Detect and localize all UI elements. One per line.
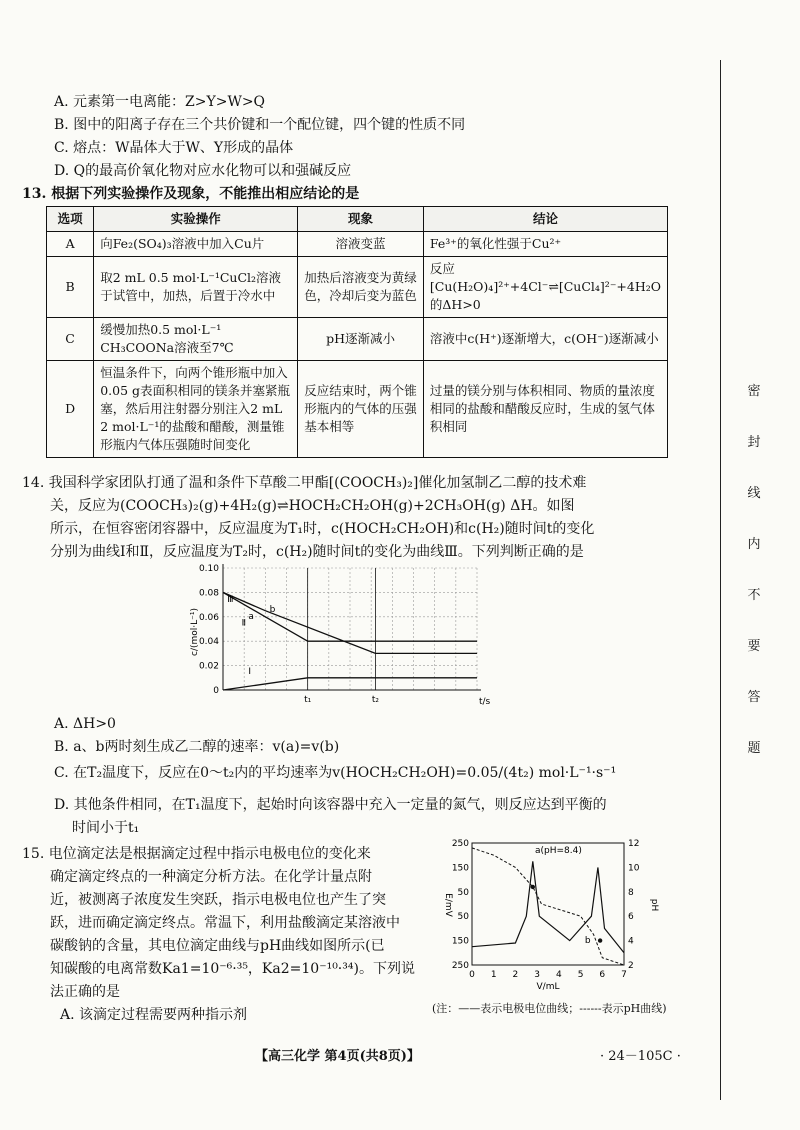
point-a-label: a bbox=[248, 612, 254, 623]
q15-stem-line3: 近，被测离子浓度发生突跃，指示电极电位也产生了突 bbox=[50, 892, 386, 908]
table-row bbox=[47, 318, 668, 361]
y-axis-label: c/(mol·L⁻¹) bbox=[190, 607, 200, 657]
y-right-tick-label: 10 bbox=[628, 863, 640, 874]
header-conclusion: 结论 bbox=[423, 207, 667, 232]
binding-line bbox=[720, 60, 721, 1100]
point-a-marker bbox=[531, 885, 535, 889]
row-conclusion: 溶液中c(H⁺)逐渐增大，c(OH⁻)逐渐减小 bbox=[423, 318, 667, 361]
ph-curve bbox=[472, 845, 624, 965]
y-left-tick-label: 50 bbox=[457, 887, 469, 898]
row-option: D bbox=[47, 361, 94, 458]
q14-stem-line3: 所示，在恒容密闭容器中，反应温度为T₁时，c(HOCH₂CH₂OH)和c(H₂)随时间t的变化 bbox=[50, 521, 595, 537]
x-tick-label: 2 bbox=[512, 970, 519, 980]
point-b-label: b bbox=[269, 604, 276, 615]
q14-chart bbox=[185, 562, 515, 712]
y-tick-label: 0.06 bbox=[198, 612, 219, 623]
row-operation: 恒温条件下，向两个锥形瓶中加入0.05 g表面积相同的镁条并塞紧瓶塞，然后用注射器分别注入2 mL 2 mol·L⁻¹的盐酸和醋酸，测量锥形瓶内气体压强随时间变化 bbox=[94, 361, 298, 458]
q15-stem-line5: 碳酸钠的含量，其电位滴定曲线与pH曲线如图所示(已 bbox=[50, 938, 385, 954]
x-tick-label: 0 bbox=[469, 970, 475, 980]
y-tick-label: 0.08 bbox=[198, 588, 219, 599]
y-left-tick-label: 150 bbox=[451, 863, 469, 874]
series-label-I: Ⅰ bbox=[248, 667, 252, 678]
row-operation: 缓慢加热0.5 mol·L⁻¹ CH₃COONa溶液至7℃ bbox=[94, 318, 298, 361]
row-option: A bbox=[47, 232, 94, 257]
y-tick-label: 0.04 bbox=[198, 637, 219, 648]
sidebar-char: 题 bbox=[747, 741, 761, 756]
q15-stem-line2: 确定滴定终点的一种滴定分析方法。在化学计量点附 bbox=[50, 869, 372, 885]
table-row bbox=[47, 232, 668, 257]
x-tick-label: t₁ bbox=[304, 695, 312, 705]
x-tick-label: 7 bbox=[621, 970, 627, 980]
q12-option-a: A. 元素第一电离能：Z>Y>W>Q bbox=[54, 94, 266, 110]
experiment-table bbox=[46, 206, 668, 458]
y-tick-label: 0.02 bbox=[198, 661, 219, 672]
q15-stem-line1: 15. 电位滴定法是根据滴定过程中指示电极电位的变化来 bbox=[22, 846, 371, 862]
y-tick-label: 0 bbox=[213, 686, 219, 696]
sidebar-char: 线 bbox=[747, 486, 761, 501]
q14-stem-line2: 关，反应为(COOCH₃)₂(g)+4H₂(g)⇌HOCH₂CH₂OH(g)+2CH₃OH(g) ΔH。如图 bbox=[50, 498, 575, 514]
plot-frame bbox=[472, 843, 624, 965]
y-left-axis-label: E/mV bbox=[443, 893, 453, 917]
q14-stem-line4: 分别为曲线Ⅰ和Ⅱ，反应温度为T₂时，c(H₂)随时间t的变化为曲线Ⅲ。下列判断正确的是 bbox=[50, 544, 584, 560]
x-axis-label: t/s bbox=[479, 697, 491, 707]
point-b-label: b bbox=[584, 936, 591, 947]
y-right-tick-label: 4 bbox=[628, 936, 634, 947]
q15-chart-note: (注：——表示电极电位曲线；------表示pH曲线) bbox=[432, 1002, 667, 1015]
header-phenomenon: 现象 bbox=[298, 207, 424, 232]
point-b-marker bbox=[598, 938, 602, 942]
x-tick-label: t₂ bbox=[371, 695, 379, 705]
y-right-axis-label: pH bbox=[649, 898, 659, 912]
x-tick-label: 3 bbox=[534, 970, 541, 980]
q15-option-a: A. 该滴定过程需要两种指示剂 bbox=[60, 1007, 248, 1023]
q14-option-b: B. a、b两时刻生成乙二醇的速率：v(a)=v(b) bbox=[54, 739, 340, 755]
x-tick-label: 5 bbox=[577, 970, 584, 980]
q13-stem: 13. 根据下列实验操作及现象，不能推出相应结论的是 bbox=[22, 186, 360, 202]
row-phenomenon: 反应结束时，两个锥形瓶内的气体的压强基本相等 bbox=[298, 361, 424, 458]
y-right-tick-label: 12 bbox=[628, 839, 640, 849]
x-tick-label: 1 bbox=[490, 970, 497, 980]
row-phenomenon: 加热后溶液变为黄绿色，冷却后变为蓝色 bbox=[298, 257, 424, 318]
header-operation: 实验操作 bbox=[94, 207, 298, 232]
q14-option-d-line1: D. 其他条件相同，在T₁温度下，起始时向该容器中充入一定量的氮气，则反应达到平衡的 bbox=[54, 797, 607, 813]
q14-option-a: A. ΔH>0 bbox=[54, 716, 116, 732]
sidebar-char: 封 bbox=[747, 435, 761, 450]
y-left-tick-label: 150 bbox=[451, 936, 469, 947]
sidebar-char: 不 bbox=[747, 588, 761, 603]
q15-stem-line4: 跃，进而确定滴定终点。常温下，利用盐酸滴定某溶液中 bbox=[50, 915, 400, 931]
row-phenomenon: 溶液变蓝 bbox=[298, 232, 424, 257]
x-tick-label: 6 bbox=[599, 970, 606, 980]
y-tick-label: 0.10 bbox=[198, 564, 219, 574]
q12-option-c: C. 熔点：W晶体大于W、Y形成的晶体 bbox=[54, 140, 294, 156]
row-option: B bbox=[47, 257, 94, 318]
q12-option-d: D. Q的最高价氧化物对应水化物可以和强碱反应 bbox=[54, 163, 352, 179]
x-tick-label: 4 bbox=[555, 970, 562, 980]
row-option: C bbox=[47, 318, 94, 361]
y-left-tick-label: 250 bbox=[451, 839, 469, 849]
y-left-tick-label: 50 bbox=[457, 912, 469, 923]
q14-option-d-line2: 时间小于t₁ bbox=[72, 820, 140, 836]
row-operation: 取2 mL 0.5 mol·L⁻¹CuCl₂溶液于试管中，加热，后置于冷水中 bbox=[94, 257, 298, 318]
q14-stem-line1: 14. 我国科学家团队打通了温和条件下草酸二甲酯[(COOCH₃)₂]催化加氢制乙二醇的技术难 bbox=[22, 475, 587, 491]
binding-sidebar bbox=[740, 380, 768, 788]
table-header-row bbox=[47, 207, 668, 232]
row-conclusion: 过量的镁分别与体积相同、物质的量浓度相同的盐酸和醋酸反应时，生成的氢气体积相同 bbox=[423, 361, 667, 458]
row-conclusion: 反应[Cu(H₂O)₄]²⁺+4Cl⁻⇌[CuCl₄]²⁻+4H₂O的ΔH>0 bbox=[423, 257, 667, 318]
footer-page-info: 【高三化学 第4页(共8页)】 bbox=[255, 1049, 420, 1064]
x-axis-label: V/mL bbox=[536, 982, 560, 992]
point-a-label: a(pH=8.4) bbox=[534, 845, 582, 856]
row-phenomenon: pH逐渐减小 bbox=[298, 318, 424, 361]
q15-stem-line6: 知碳酸的电离常数Ka1=10⁻⁶·³⁵，Ka2=10⁻¹⁰·³⁴)。下列说 bbox=[50, 961, 415, 977]
y-right-tick-label: 6 bbox=[628, 912, 634, 923]
sidebar-char: 密 bbox=[747, 384, 761, 399]
sidebar-char: 答 bbox=[747, 690, 761, 705]
sidebar-char: 要 bbox=[747, 639, 761, 654]
y-right-tick-label: 8 bbox=[628, 887, 634, 898]
q14-option-c: C. 在T₂温度下，反应在0～t₂内的平均速率为v(HOCH₂CH₂OH)=0.05/(4t₂) mol·L⁻¹·s⁻¹ bbox=[54, 765, 617, 781]
q15-chart bbox=[440, 835, 660, 1005]
footer-code: · 24－105C · bbox=[600, 1049, 681, 1064]
table-row bbox=[47, 361, 668, 458]
row-operation: 向Fe₂(SO₄)₃溶液中加入Cu片 bbox=[94, 232, 298, 257]
q12-option-b: B. 图中的阳离子存在三个共价键和一个配位键，四个键的性质不同 bbox=[54, 117, 466, 133]
table-row bbox=[47, 257, 668, 318]
sidebar-char: 内 bbox=[747, 537, 761, 552]
row-conclusion: Fe³⁺的氧化性强于Cu²⁺ bbox=[423, 232, 667, 257]
y-left-tick-label: 250 bbox=[451, 961, 469, 971]
header-option: 选项 bbox=[47, 207, 94, 232]
series-label-III: Ⅲ bbox=[227, 595, 234, 606]
series-label-II: Ⅱ bbox=[241, 618, 247, 629]
q15-stem-line7: 法正确的是 bbox=[50, 984, 120, 1000]
y-right-tick-label: 2 bbox=[628, 961, 634, 971]
